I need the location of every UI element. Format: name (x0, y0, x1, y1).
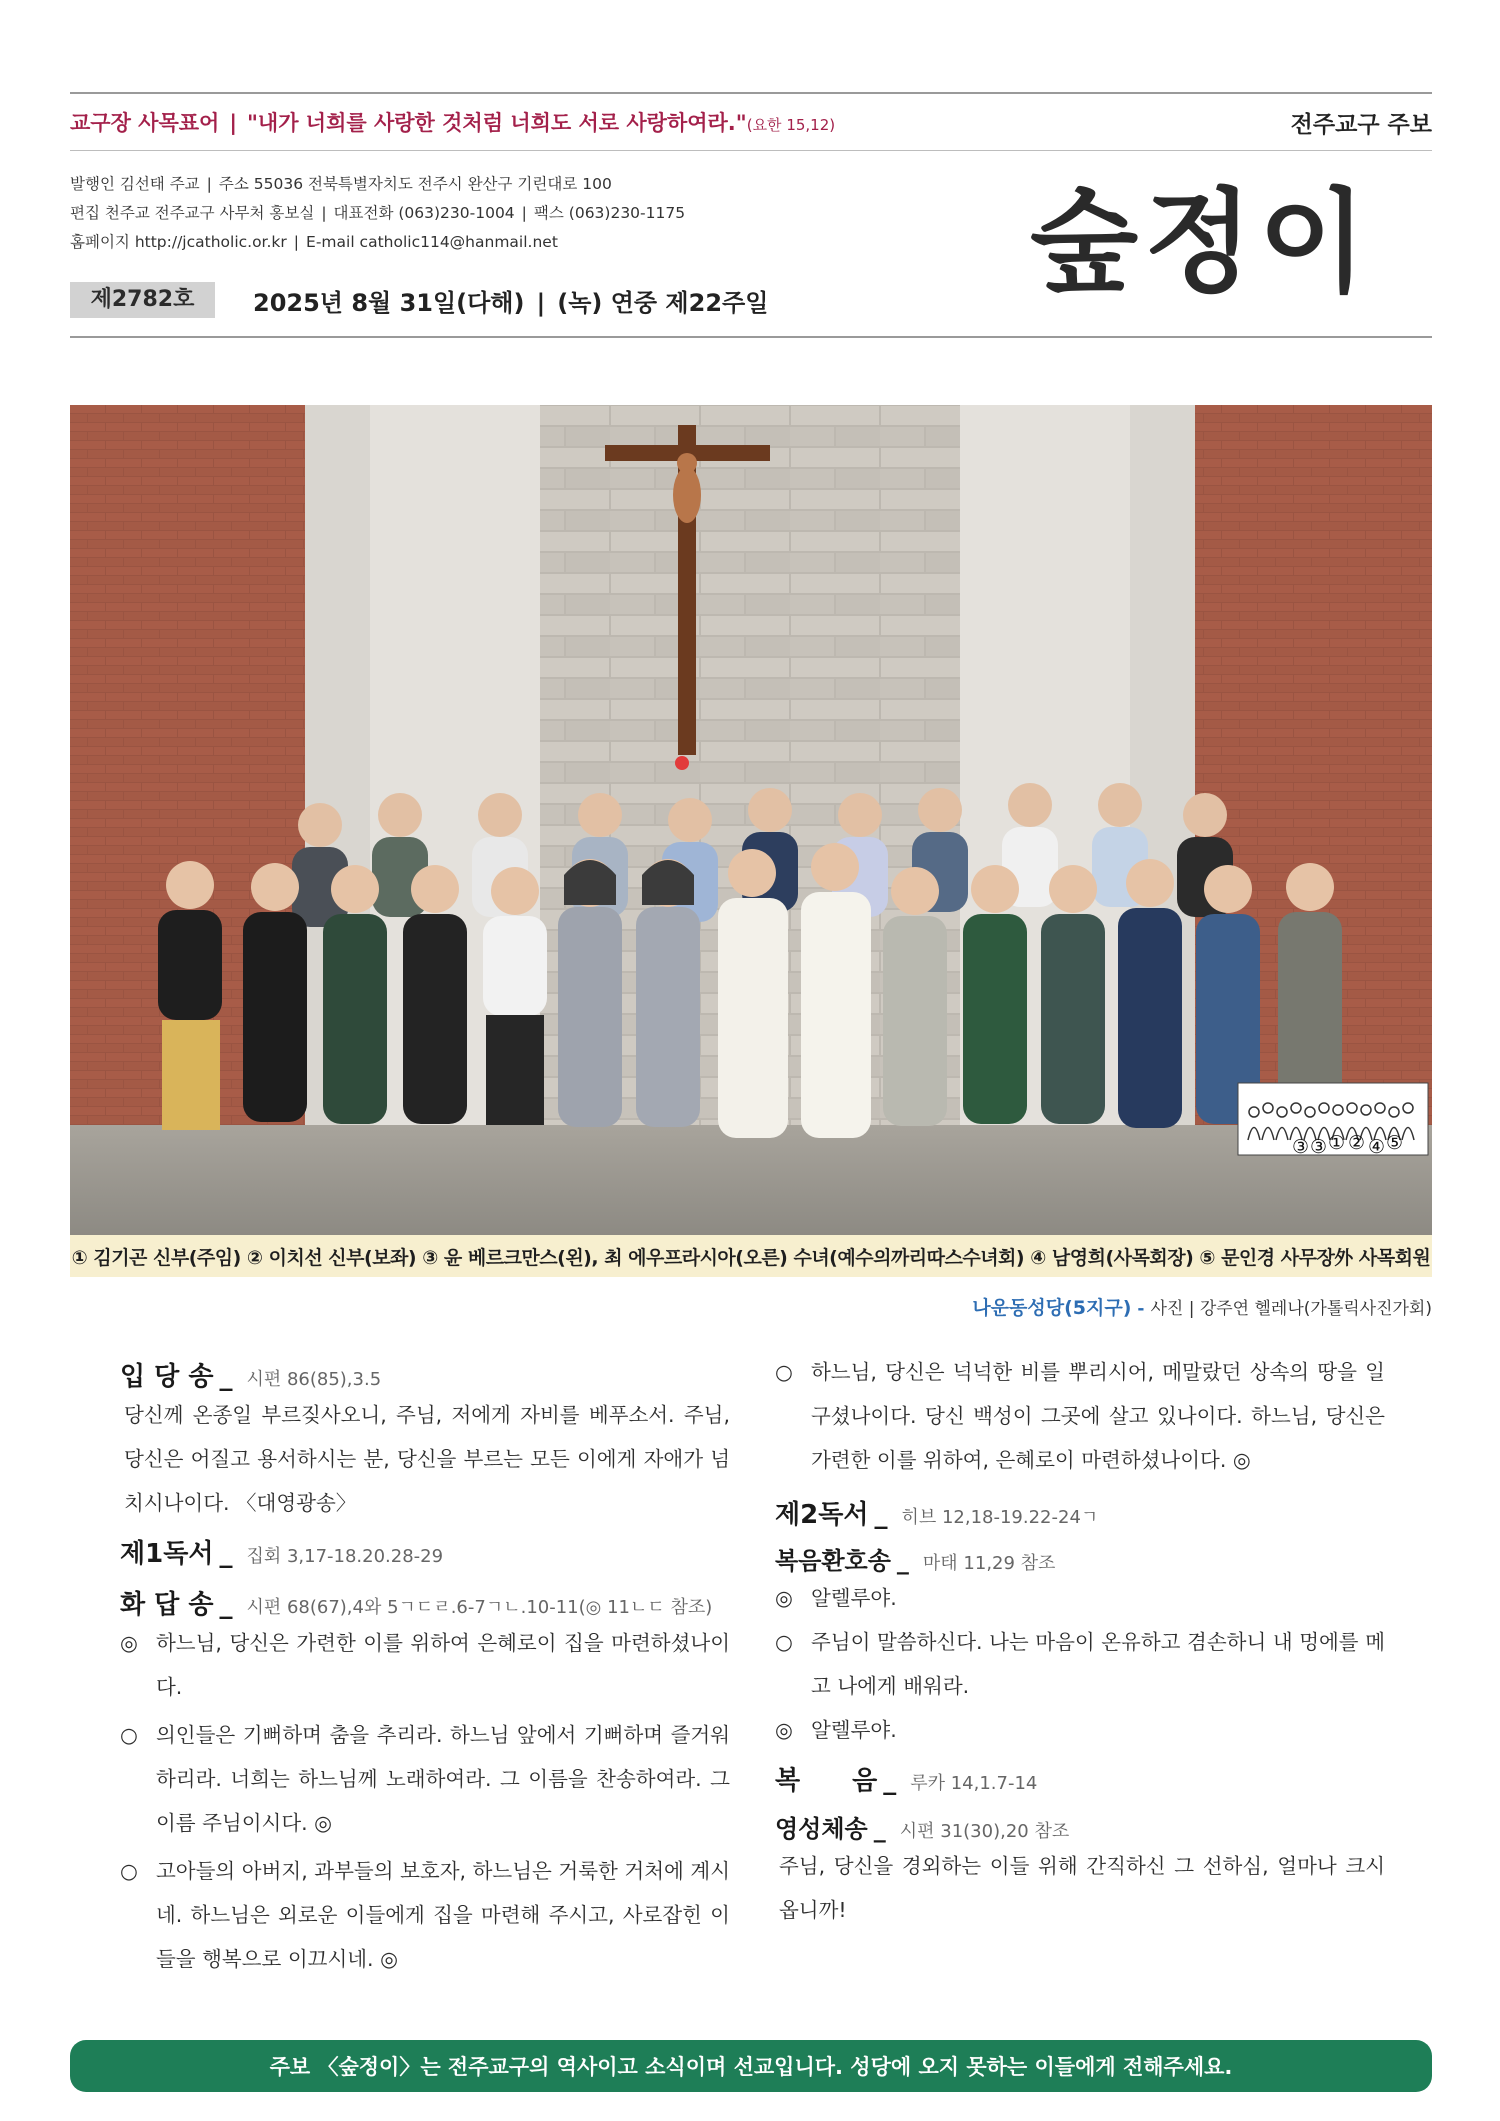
sanctuary-lamp (675, 756, 689, 770)
psalm-verse-1: ○ 의인들은 기뻐하며 춤을 추리라. 하느님 앞에서 기뻐하며 즐거워하리라. 너희는 하느님께 노래하여라. 그 이름을 찬송하여라. 그 이름 주님이시다. ◎ (120, 1723, 730, 1835)
entrance-antiphon-heading: 입 당 송 _ 시편 86(85),3.5 (120, 1362, 382, 1392)
editor-name: 편집 천주교 전주교구 사무처 홍보실 (70, 204, 315, 222)
group-photo-illustration (70, 405, 1432, 1235)
psalm-title: 화 답 송 (120, 1590, 214, 1620)
bishop-motto (70, 107, 835, 137)
key-number-1: ③ (1292, 1136, 1310, 1158)
communion-title: 영성체송 (775, 1815, 868, 1843)
entrance-title: 입 당 송 (120, 1362, 214, 1392)
email-link[interactable]: E-mail catholic114@hanmail.net (306, 233, 558, 251)
issue-number: 제2782호 (70, 282, 215, 318)
entrance-ref: 시편 86(85),3.5 (246, 1369, 382, 1390)
publisher-address: 주소 55036 전북특별자치도 전주시 완산구 기린대로 100 (218, 175, 612, 193)
motto-separator: | (229, 111, 237, 135)
footer-banner: 주보 〈숲정이〉는 전주교구의 역사이고 소식이며 선교입니다. 성당에 오지 못하는 이들에게 전해주세요. (70, 2040, 1432, 2092)
motto-rule (70, 150, 1432, 151)
motto-label: 교구장 사목표어 (70, 111, 220, 135)
key-number-3: ① (1328, 1132, 1346, 1154)
key-number-4: ② (1348, 1132, 1366, 1154)
gospel-heading: 복 음 _ 루카 14,1.7-14 (775, 1766, 1038, 1796)
publisher-line-2: 편집 천주교 전주교구 사무처 홍보실 | 대표전화 (063)230-1004 | 팩스 (063)230-1175 (70, 204, 686, 222)
masthead-title: 숲정이 (1030, 177, 1373, 308)
psalm-heading: 화 답 송 _ 시편 68(67),4와 5ㄱㄷㄹ.6-7ㄱㄴ.10-11(◎ 11ㄴㄷ 참조) (120, 1590, 713, 1620)
psalm-verse-3: ○ 하느님, 당신은 넉넉한 비를 뿌리시어, 메말랐던 상속의 땅을 일구셨나이다. 당신 백성이 그곳에 살고 있나이다. 하느님, 당신은 가련한 이를 위하여, 은혜로이 마련하셨나이다. ◎ (775, 1360, 1385, 1472)
credit-parish: 나운동성당(5지구) (972, 1297, 1132, 1319)
gospel-acclamation-heading: 복음환호송 _ 마태 11,29 참조 (775, 1547, 1056, 1575)
first-reading-heading: 제1독서 _ 집회 3,17-18.20.28-29 (120, 1539, 444, 1569)
liturgy-right-column (775, 1350, 1385, 1932)
issue-separator: | (536, 288, 546, 317)
photo-caption: ① 김기곤 신부(주임) ② 이치선 신부(보좌) ③ 윤 베르크만스(왼), 최 에우프라시아(오른) 수녀(예수의까리따스수녀회) ④ 남영희(사목회장) ⑤ 문인경 사무장外 사목회원 (70, 1235, 1432, 1277)
second-reading-title: 제2독서 (775, 1500, 869, 1530)
psalm-verse-2: ○ 고아들의 아버지, 과부들의 보호자, 하느님은 거룩한 거처에 계시네. 하느님은 외로운 이들에게 집을 마련해 주시고, 사로잡힌 이들을 행복으로 이끄시네. ◎ (120, 1859, 730, 1971)
masthead-rule (70, 336, 1432, 338)
motto-quote: "내가 너희를 사랑한 것처럼 너희도 서로 사랑하여라." (246, 111, 747, 135)
publisher-info (70, 170, 685, 257)
publisher-line-3: 홈페이지 http://jcatholic.or.kr | E-mail catholic114@hanmail.net (70, 233, 558, 251)
photo-credit (972, 1293, 1432, 1320)
communion-heading: 영성체송 _ 시편 31(30),20 참조 (775, 1815, 1070, 1843)
motto-row (70, 100, 1432, 144)
gospel-acclamation-title: 복음환호송 (775, 1547, 891, 1575)
acclamation-verse: ○ 주님이 말씀하신다. 나는 마음이 온유하고 겸손하니 내 멍에를 메고 나에게 배워라. (775, 1630, 1385, 1698)
cover-photo (70, 405, 1432, 1235)
main-phone: 대표전화 (063)230-1004 (333, 204, 515, 222)
gospel-acclamation-ref: 마태 11,29 참조 (922, 1553, 1056, 1574)
paper-name: 전주교구 주보 (1290, 111, 1432, 138)
photo-key-inset (1238, 1083, 1428, 1158)
psalm-response: ◎ 하느님, 당신은 가련한 이를 위하여 은혜로이 집을 마련하셨나이다. (120, 1631, 730, 1699)
homepage-link[interactable]: 홈페이지 http://jcatholic.or.kr (70, 233, 287, 251)
motto-reference: (요한 15,12) (746, 116, 836, 134)
issue-date-line (253, 283, 768, 318)
fax-number: 팩스 (063)230-1175 (533, 204, 686, 222)
liturgy-left-column (120, 1350, 730, 1981)
communion-text: 주님, 당신을 경외하는 이들 위해 간직하신 그 선하심, 얼마나 크시옵니까! (779, 1854, 1385, 1922)
psalm-ref: 시편 68(67),4와 5ㄱㄷㄹ.6-7ㄱㄴ.10-11(◎ 11ㄴㄷ 참조) (246, 1597, 713, 1618)
gospel-title: 복 음 (775, 1766, 878, 1796)
alleluia-2: ◎ 알렐루야. (775, 1718, 897, 1742)
key-number-6: ⑤ (1386, 1132, 1404, 1154)
issue-date: 2025년 8월 31일(다해) (253, 288, 525, 317)
top-rule (70, 92, 1432, 94)
entrance-text: 당신께 온종일 부르짖사오니, 주님, 저에게 자비를 베푸소서. 주님, 당신은 어질고 용서하시는 분, 당신을 부르는 모든 이에게 자애가 넘치시나이다. 〈대영광송〉 (124, 1403, 730, 1515)
first-reading-ref: 집회 3,17-18.20.28-29 (246, 1546, 444, 1567)
key-number-5: ④ (1368, 1136, 1386, 1158)
gospel-ref: 루카 14,1.7-14 (910, 1773, 1038, 1794)
first-reading-title: 제1독서 (120, 1539, 214, 1569)
front-row-people (158, 843, 1342, 1138)
credit-photographer: 사진 | 강주연 헬레나(가톨릭사진가회) (1150, 1299, 1432, 1319)
communion-ref: 시편 31(30),20 참조 (899, 1821, 1070, 1842)
key-number-2: ③ (1310, 1136, 1328, 1158)
credit-dash: - (1137, 1299, 1145, 1319)
liturgical-sunday: (녹) 연중 제22주일 (557, 288, 769, 317)
corpus-figure (673, 467, 701, 523)
second-reading-heading: 제2독서 _ 히브 12,18-19.22-24ㄱ (775, 1500, 1099, 1530)
issue-row (70, 280, 768, 320)
second-reading-ref: 히브 12,18-19.22-24ㄱ (901, 1507, 1099, 1528)
publisher-line-1: 발행인 김선태 주교 | 주소 55036 전북특별자치도 전주시 완산구 기린대로 100 (70, 175, 612, 193)
publisher-name: 발행인 김선태 주교 (70, 175, 200, 193)
alleluia-1: ◎ 알렐루야. (775, 1586, 897, 1610)
